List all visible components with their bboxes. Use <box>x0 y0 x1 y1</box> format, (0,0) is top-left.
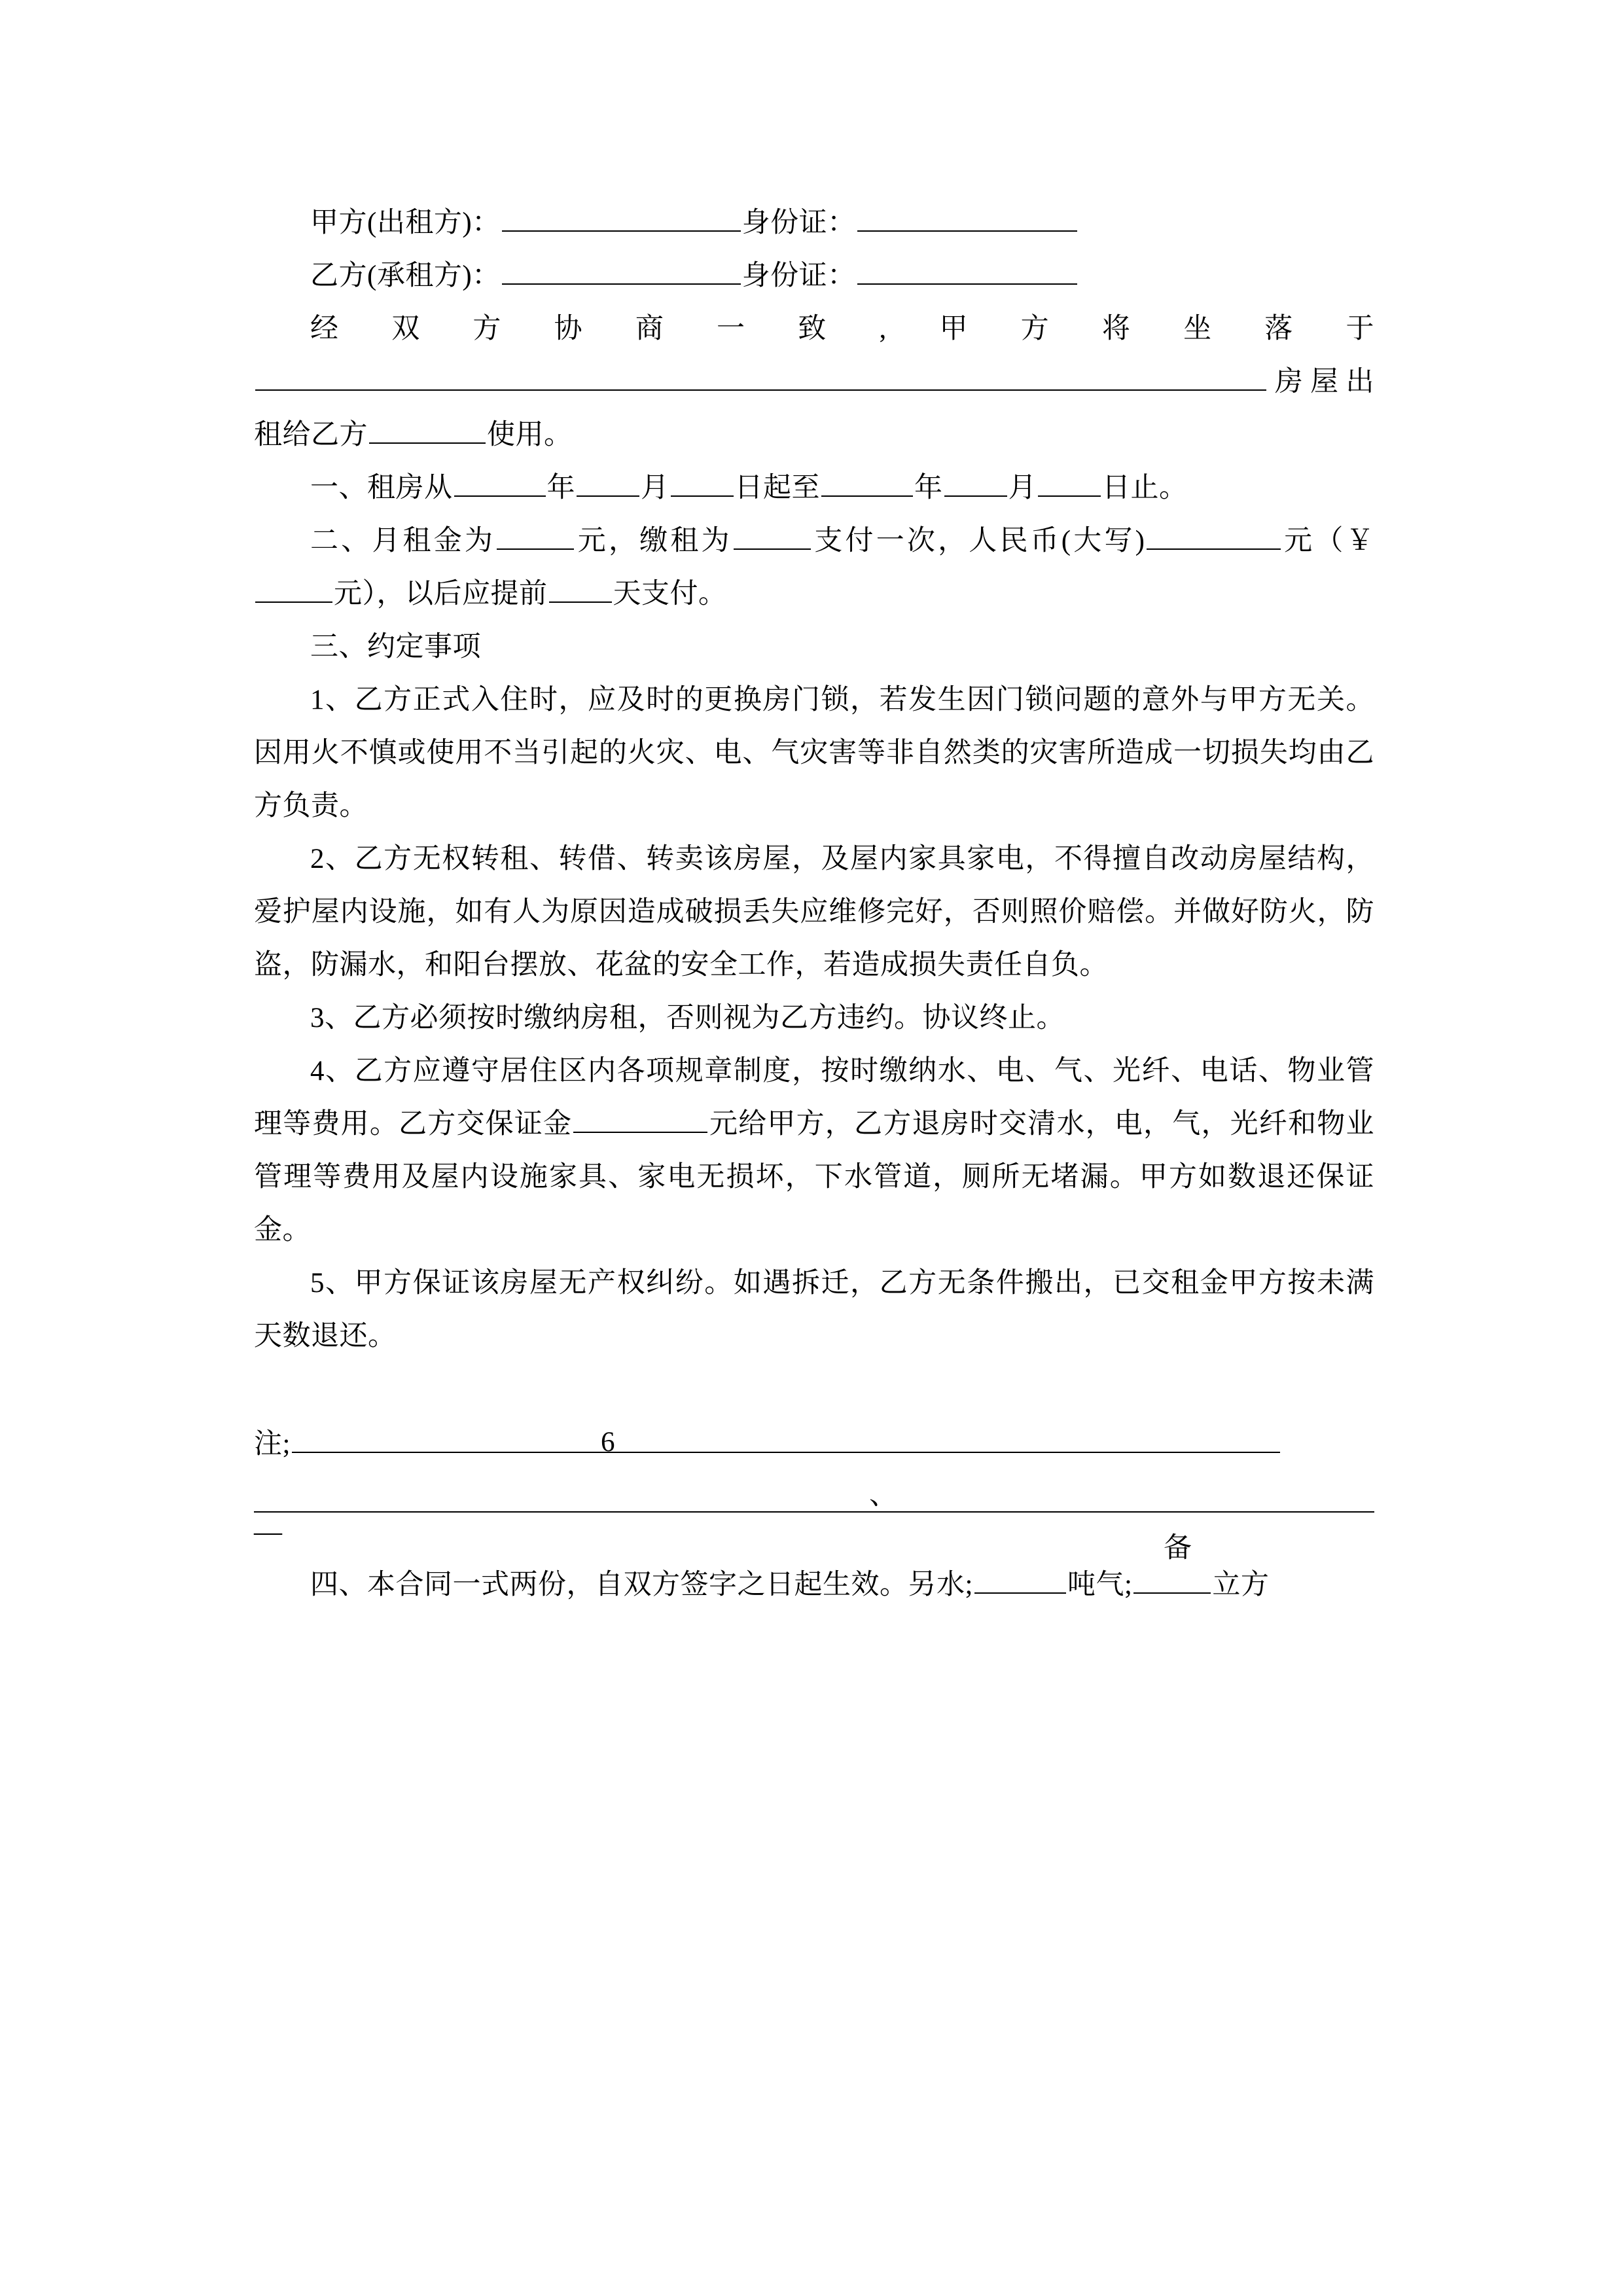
item-one-line <box>254 461 1374 514</box>
party-a-line <box>254 196 1374 249</box>
item-four-part3: 立方 <box>1212 1570 1270 1600</box>
clause-3: 3、乙方必须按时缴纳房租，否则视为乙方违约。协议终止。 <box>310 1003 1065 1033</box>
note-blank[interactable] <box>292 1426 1280 1453</box>
party-b-line <box>254 249 1374 302</box>
clause-2: 2、乙方无权转租、转借、转卖该房屋，及屋内家具家电，不得擅自改动房屋结构，爱护屋内设施，如有人为原因造成破损丢失应维修完好，否则照价赔偿。并做好防火，防盗，防漏水，和阳台摆放、花盆的安全工作，若造成损失责任自负。 <box>254 844 1374 980</box>
party-a-id-label: 身份证： <box>741 207 856 238</box>
item-four-part2: 吨气; <box>1067 1570 1133 1600</box>
item-one-year: 年 <box>546 473 575 503</box>
party-b-id-label: 身份证： <box>741 260 856 291</box>
trailing-dash: — <box>254 1516 283 1547</box>
item-one-month2: 月 <box>1008 473 1037 503</box>
item-one-year2: 年 <box>914 473 943 503</box>
item-one-month: 月 <box>641 473 669 503</box>
clause-6-line <box>254 1363 1374 1564</box>
start-year-blank[interactable] <box>454 469 546 497</box>
agreement-intro-part3: 给乙方 <box>282 420 368 450</box>
item-one-label: 一、租房从 <box>310 473 453 503</box>
spacer <box>254 1552 1374 1558</box>
end-year-blank[interactable] <box>821 469 913 497</box>
clause-5: 5、甲方保证该房屋无产权纠纷。如遇拆迁，乙方无条件搬出，已交租金甲方按未满天数退还。 <box>254 1268 1374 1352</box>
item-four-part1: 四、本合同一式两份，自双方签字之日起生效。另水; <box>310 1570 973 1600</box>
item-two-c: 支付一次，人民币(大写) <box>812 526 1145 556</box>
clause-4-part2: 元给甲方，乙方退房时交清水，电，气，光纤和物业管理等费用及屋内设施家具、家电无损坏，下水管道，厕所无堵漏。甲方如数退还保证金。 <box>254 1109 1375 1246</box>
clause-4-part1: 4、乙方应遵守居住区内各项规章制度，按时缴纳水、电、气、光纤、电话、物业管理等费用。乙方交保证金 <box>254 1056 1374 1139</box>
advance-days-blank[interactable] <box>549 575 612 603</box>
end-day-blank[interactable] <box>1038 469 1101 497</box>
rent-figures-blank[interactable] <box>255 575 332 603</box>
party-b-id-blank[interactable] <box>857 257 1077 285</box>
start-month-blank[interactable] <box>577 469 639 497</box>
item-two-g: 天支付。 <box>613 579 727 609</box>
tenant-usage-blank[interactable] <box>369 416 486 444</box>
agreement-intro-paragraph <box>254 302 1374 461</box>
monthly-rent-blank[interactable] <box>497 522 574 550</box>
document-body <box>254 196 1374 1611</box>
item-four-line <box>254 1558 1374 1611</box>
rent-words-blank[interactable] <box>1147 522 1281 550</box>
item-two-b: 元，缴租为 <box>575 526 732 556</box>
agreement-intro-part1: 经双方协商一致,甲方将坐落于 <box>310 314 1374 344</box>
payment-period-blank[interactable] <box>734 522 811 550</box>
item-two-f: 元），以后应提前 <box>334 579 548 609</box>
party-b-label: 乙方(承租方)： <box>310 260 501 291</box>
item-one-end: 日止。 <box>1102 473 1188 503</box>
note-label: 注; <box>254 1429 291 1460</box>
clause-4 <box>254 1045 1374 1257</box>
deposit-amount-blank[interactable] <box>573 1105 707 1133</box>
party-a-label: 甲方(出租方)： <box>310 207 501 238</box>
party-b-name-blank[interactable] <box>502 257 741 285</box>
end-month-blank[interactable] <box>944 469 1007 497</box>
clause-6-separator: 、 <box>869 1480 898 1511</box>
party-a-name-blank[interactable] <box>502 204 741 232</box>
agreement-intro-part4: 使用。 <box>487 420 573 450</box>
note-line <box>254 1418 1374 1471</box>
item-two-label: 二、月租金为 <box>310 526 496 556</box>
item-three-heading: 三、约定事项 <box>310 632 481 662</box>
party-a-id-blank[interactable] <box>857 204 1077 232</box>
item-two-d: 元 <box>1281 526 1315 556</box>
item-one-start: 日起至 <box>734 473 820 503</box>
item-two-e: （￥ <box>1315 526 1375 556</box>
start-day-blank[interactable] <box>671 469 734 497</box>
water-amount-blank[interactable] <box>974 1566 1066 1594</box>
item-two-paragraph <box>254 514 1374 620</box>
clause-6-note-char: 备 <box>1164 1533 1192 1564</box>
clause-6-number: 6 <box>601 1427 615 1458</box>
property-address-blank[interactable] <box>255 363 1266 391</box>
agreement-intro-part2: 房屋出租 <box>254 367 1374 450</box>
clause-1: 1、乙方正式入住时，应及时的更换房门锁，若发生因门锁问题的意外与甲方无关。因用火不慎或使用不当引起的火灾、电、气灾害等非自然类的灾害所造成一切损失均由乙方负责。 <box>254 685 1374 821</box>
